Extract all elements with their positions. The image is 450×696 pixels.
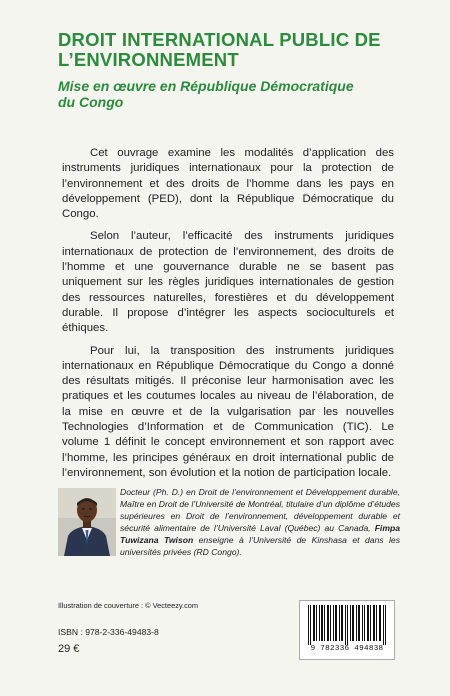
summary-paragraph-3: Pour lui, la transposition des instruments juridiques internationaux en République Démocratique du Congo a donné des résultats mitigés. Il préconise leur harmonisation avec les pratiques et les coutumes locales au niveau de l’élaboration, de la mise en œuvre et de la vulgarisation par les nouvelles Technologies d’Information et de Communication (TIC). Le volume 1 définit le concept environnement et son rapport avec l’homme, les principes généraux en droit international public de l’environnement, son évolution et la notion de participation locale. xyxy=(62,344,394,479)
barcode-bars xyxy=(306,605,388,645)
isbn: ISBN : 978-2-336-49483-8 xyxy=(58,627,159,637)
book-title: DROIT INTERNATIONAL PUBLIC DE L’ENVIRONNEMENT xyxy=(58,29,381,70)
author-bio-intro: Docteur (Ph. D.) en Droit de l’environnement et Développement durable, Maître en Droit de l’Université de Montréal, titulaire d’un diplôme d’études supérieures en Droit de l’environnement, développement durable et sécurité alimentaire de l’Université Laval (Québec) au Canada, xyxy=(120,487,400,533)
author-photo xyxy=(58,488,116,556)
price: 29 € xyxy=(58,643,80,655)
author-portrait-image xyxy=(58,488,116,556)
barcode xyxy=(299,600,395,660)
summary-text xyxy=(62,146,394,488)
author-bio xyxy=(120,486,400,558)
author-name: Fimpa Tuwizana Twison xyxy=(120,523,400,545)
illustration-credit: Illustration de couverture : © Vecteezy.com xyxy=(58,601,199,610)
book-subtitle: Mise en œuvre en République Démocratique du Congo xyxy=(58,78,354,110)
author-bio-end: enseigne à l’Université de Kinshasa et dans les universités privées (RD Congo). xyxy=(120,535,400,557)
summary-paragraph-1: Cet ouvrage examine les modalités d’application des instruments juridiques internationaux pour la protection de l’environnement et des droits de l’homme dans les pays en développement (PED), dont la République Démocratique du Congo. xyxy=(62,147,394,221)
barcode-number: 9 782336 494838 xyxy=(310,645,384,653)
summary-paragraph-2: Selon l’auteur, l’efficacité des instruments juridiques internationaux de protection de l’environnement, des droits de l’homme et une gouvernance durable ne se basent pas uniquement sur les règles juridiques internationales de gestion des ressources naturelles, forestières et du développement durable. Il propose d’intégrer les aspects socioculturels et éthiques. xyxy=(62,230,394,335)
